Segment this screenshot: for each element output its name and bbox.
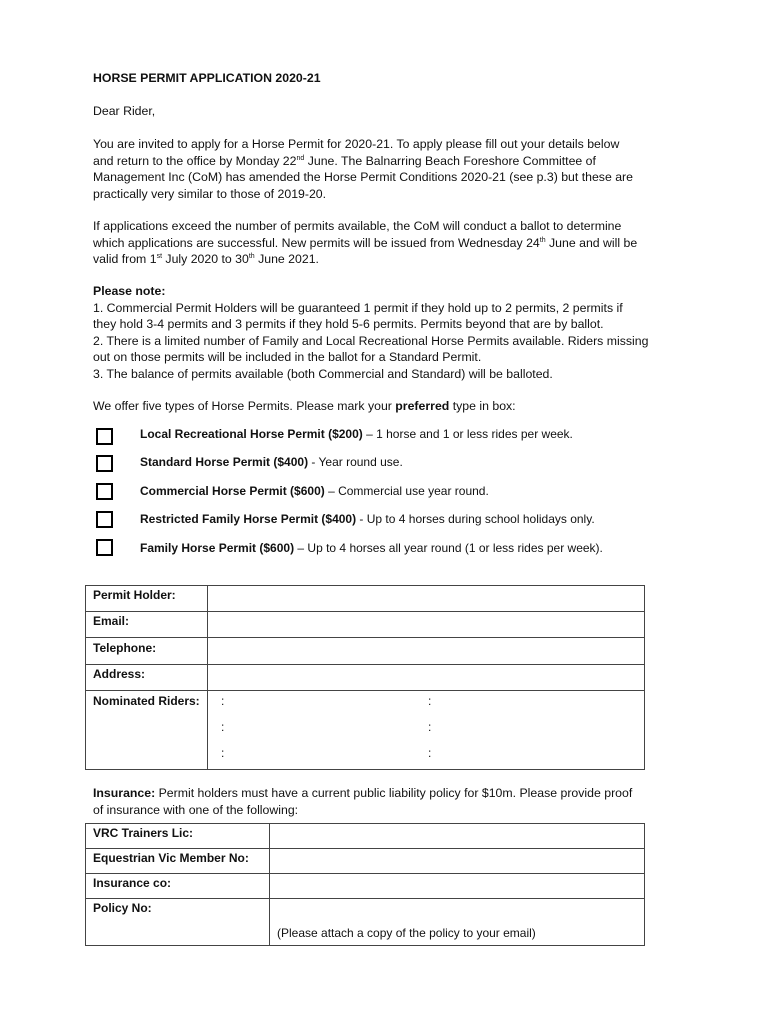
address-label: Address: [86, 665, 208, 691]
ballot-paragraph [93, 218, 637, 268]
ballot-line-1: If applications exceed the number of permits available, the CoM will conduct a ballot to determine [93, 219, 622, 233]
policy-no-label: Policy No: [86, 899, 270, 946]
note-line: out on those permits will be included in the ballot for a Standard Permit. [93, 350, 482, 364]
intro-line-4: practically very similar to those of 2019-20. [93, 186, 327, 201]
note-section [93, 283, 648, 382]
email-field[interactable] [208, 612, 645, 638]
note-heading: Please note: [93, 284, 166, 298]
permit-checkbox-local[interactable] [96, 428, 113, 445]
equestrian-field[interactable] [270, 849, 645, 874]
insurance-table [85, 823, 645, 946]
intro-paragraph [93, 136, 633, 202]
ballot-line-2: which applications are successful. New permits will be issued from Wednesday 24th June and will be [93, 235, 638, 250]
permit-holder-label: Permit Holder: [86, 586, 208, 612]
telephone-field[interactable] [208, 638, 645, 665]
attach-note: (Please attach a copy of the policy to your email) [277, 926, 536, 940]
permit-holder-field[interactable] [208, 586, 645, 612]
offer-text: We offer five types of Horse Permits. Please mark your preferred type in box: [93, 399, 516, 413]
nominated-riders-field[interactable] [208, 691, 645, 770]
permit-option-standard: Standard Horse Permit ($400) - Year round use. [140, 455, 403, 469]
address-field[interactable] [208, 665, 645, 691]
insurance-co-field[interactable] [270, 874, 645, 899]
nominated-riders-label: Nominated Riders: [86, 691, 208, 770]
permit-option-family: Family Horse Permit ($600) – Up to 4 horses all year round (1 or less rides per week). [140, 541, 603, 555]
rider-colon: : [428, 746, 432, 760]
note-line: 2. There is a limited number of Family and Local Recreational Horse Permits available. Riders missing [93, 333, 649, 348]
note-line: 1. Commercial Permit Holders will be guaranteed 1 permit if they hold up to 2 permits, 2 permits if [93, 300, 623, 315]
note-line: 3. The balance of permits available (both Commercial and Standard) will be balloted. [93, 366, 553, 381]
vrc-label: VRC Trainers Lic: [86, 824, 270, 849]
equestrian-label: Equestrian Vic Member No: [86, 849, 270, 874]
permit-option-restricted-family: Restricted Family Horse Permit ($400) - Up to 4 horses during school holidays only. [140, 512, 595, 526]
holder-details-table [85, 585, 645, 770]
permit-option-commercial: Commercial Horse Permit ($600) – Commercial use year round. [140, 484, 489, 498]
vrc-field[interactable] [270, 824, 645, 849]
permit-checkbox-family[interactable] [96, 539, 113, 556]
permit-checkbox-restricted-family[interactable] [96, 511, 113, 528]
rider-colon: : [428, 720, 432, 734]
greeting: Dear Rider, [93, 104, 156, 118]
policy-no-field[interactable] [270, 899, 645, 946]
intro-line-2: and return to the office by Monday 22nd June. The Balnarring Beach Foreshore Committee of [93, 153, 596, 168]
telephone-label: Telephone: [86, 638, 208, 665]
permit-option-local: Local Recreational Horse Permit ($200) – 1 horse and 1 or less rides per week. [140, 427, 573, 441]
insurance-paragraph: Insurance: Permit holders must have a current public liability policy for $10m. Please provide proof of insurance with one of the following: [93, 786, 633, 817]
rider-colon: : [221, 694, 225, 708]
permit-checkbox-standard[interactable] [96, 455, 113, 472]
intro-line-3: Management Inc (CoM) has amended the Horse Permit Conditions 2020-21 (see p.3) but these are [93, 170, 633, 184]
note-line: they hold 3-4 permits and 3 permits if they hold 5-6 permits. Permits beyond that are by ballot. [93, 317, 604, 331]
insurance-co-label: Insurance co: [86, 874, 270, 899]
ballot-line-3: valid from 1st July 2020 to 30th June 2021. [93, 252, 319, 266]
permit-checkbox-commercial[interactable] [96, 483, 113, 500]
insurance-label: Insurance: [93, 786, 156, 800]
rider-colon: : [221, 720, 225, 734]
email-label: Email: [86, 612, 208, 638]
rider-colon: : [428, 694, 432, 708]
intro-line-1: You are invited to apply for a Horse Permit for 2020-21. To apply please fill out your details below [93, 137, 620, 151]
page-title: HORSE PERMIT APPLICATION 2020-21 [93, 71, 321, 85]
rider-colon: : [221, 746, 225, 760]
